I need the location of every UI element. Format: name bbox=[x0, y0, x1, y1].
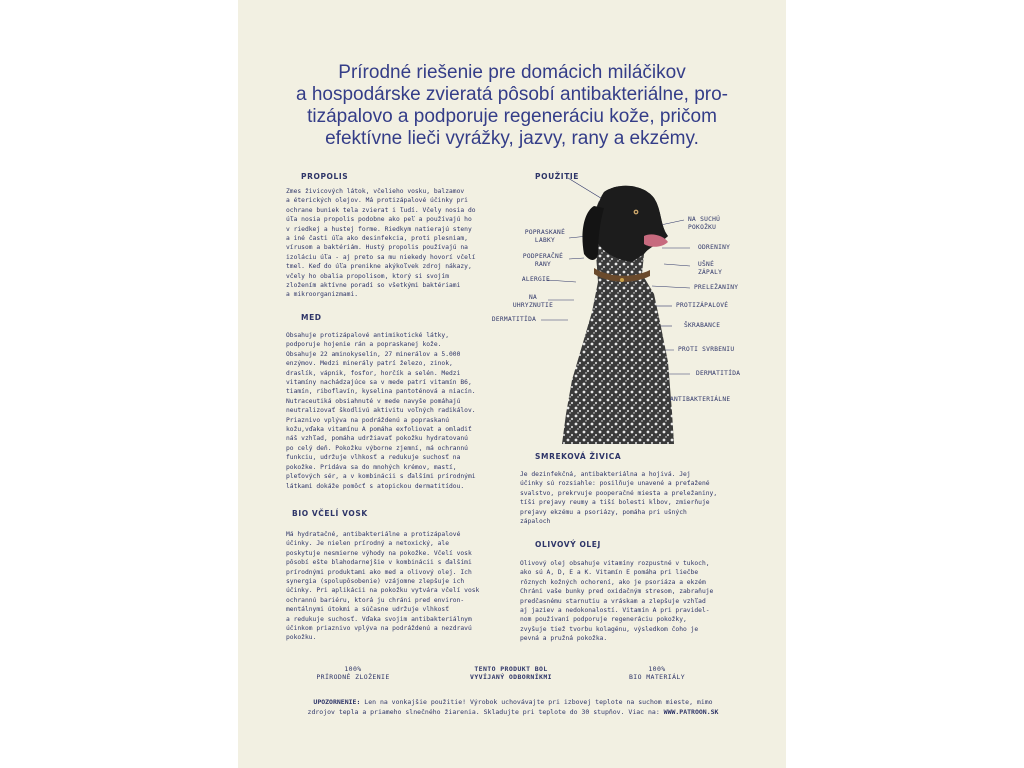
text-line: synergia (spolupôsobenie) vzájomne zlepšuje ich bbox=[286, 578, 465, 586]
text-line: Obsahuje 22 aminokyselín, 27 minerálov a 5.000 bbox=[286, 350, 461, 358]
text-line: rôznych kožných ochorení, ako je psoriáza a ekzém bbox=[520, 578, 706, 586]
warning-text: zdrojov tepla a priameho slnečného žiarenia. Skladujte pri teplote do 30 stupňov. Viac na: bbox=[307, 708, 664, 716]
text-line: neutralizovať škodlivú aktivitu voľných radikálov. bbox=[286, 407, 476, 415]
vosk-title: BIO VČELÍ VOSK bbox=[292, 509, 368, 518]
text-line: pleťových sér, a v kombinácii s ďalšími prírodnými bbox=[286, 473, 476, 481]
text-line: účinkom priaznivo vplýva na podráždenú a nezdravú bbox=[286, 625, 472, 633]
usage-label-left: POPRASKANÉ LABKY bbox=[524, 229, 566, 244]
usage-label-left: DERMATITÍDA bbox=[491, 316, 537, 323]
text-line: Nutraceutiká obsiahnuté v mede navyše pomáhajú bbox=[286, 397, 461, 405]
badge-bio: 100% BIO MATERIÁLY bbox=[628, 665, 686, 681]
med-title: MED bbox=[301, 313, 322, 322]
text-line: a iné časti úľa ako desinfekcia, proti plesniam, bbox=[286, 235, 468, 243]
text-line: izoláciu úľa - aj preto sa mu niekedy hovorí včelí bbox=[286, 253, 476, 261]
headline-line: a hospodárske zvieratá pôsobí antibakteriálne, pro- bbox=[296, 84, 728, 105]
usage-label-right: UŠNÉ ZÁPALY bbox=[698, 261, 723, 276]
text-line: aj jaziev a nedokonalostí. Vitamín A pri pravidel- bbox=[520, 607, 710, 615]
text-line: Zmes živicových látok, včelieho vosku, balzamov bbox=[286, 188, 465, 195]
text-line: náš vzhľad, pomáha udržiavať pokožku hydratovanú bbox=[286, 435, 468, 443]
text-line: svalstvo, prekrvuje pooperačné miesta a preležaniny, bbox=[520, 489, 718, 497]
usage-label-right: ODRENINY bbox=[698, 244, 731, 251]
text-line: pokožku. bbox=[286, 634, 317, 642]
text-line: Má hydratačné, antibakteriálne a protizápalové bbox=[286, 531, 461, 538]
med-text bbox=[286, 331, 476, 491]
text-line: účinky sú rozsiahle: posilňuje unavené a preťažené bbox=[520, 480, 710, 488]
text-line: funkciu, udržuje vlhkosť a redukuje suchosť na bbox=[286, 454, 461, 462]
text-line: a redukuje suchosť. Vďaka svojim antibakteriálnym bbox=[286, 615, 472, 623]
text-line: pôsobí ešte blahodarnejšie v kombinácii s ďalšími bbox=[286, 559, 472, 567]
website-link[interactable]: WWW.PATROON.SK bbox=[663, 708, 719, 716]
usage-label-left: ALERGIE bbox=[521, 276, 551, 283]
olej-text bbox=[520, 559, 713, 644]
text-line: zložením aktívne poradí so všetkými baktériami bbox=[286, 282, 461, 290]
usage-label-right: ŠKRABANCE bbox=[684, 322, 721, 329]
usage-label-right: PRELEŽANINY bbox=[694, 284, 739, 291]
text-line: prírodnými produktami ako med a olivový olej. Ich bbox=[286, 568, 472, 576]
zivica-title: SMREKOVÁ ŽIVICA bbox=[535, 452, 622, 461]
headline-line: Prírodné riešenie pre domácich miláčikov bbox=[338, 62, 686, 83]
usage-label-left: PODPERAČNÉ RANY bbox=[522, 253, 564, 268]
usage-label-right: PROTIZÁPALOVÉ bbox=[676, 302, 729, 309]
text-line: enzýmov. Medzi minerály patrí železo, zinok, bbox=[286, 360, 453, 368]
text-line: Chráni vaše bunky pred oxidačným stresom, zabraňuje bbox=[520, 588, 714, 596]
text-line: tmel. Keď do úľa prenikne akýkoľvek zdroj nákazy, bbox=[286, 263, 472, 271]
text-line: tiamín, riboflavín, kyselina pantoténová a niacín. bbox=[286, 388, 476, 396]
text-line: nom používaní podporuje regeneráciu pokožky, bbox=[520, 616, 687, 624]
warning-text: Len na vonkajšie použitie! Výrobok uchovávajte pri izbovej teplote na suchom mieste, mimo bbox=[360, 698, 713, 706]
headline-line: tizápalovo a podporuje regeneráciu kože, pričom bbox=[307, 106, 717, 127]
text-line: prejavy ekzému a psoriázy, pomáha pri ušných bbox=[520, 508, 687, 516]
text-line: pokožke. Pridáva sa do mnohých krémov, mastí, bbox=[286, 463, 457, 471]
text-line: látkami dokáže pomôcť s atopickou dermatitídou. bbox=[286, 482, 465, 490]
usage-label-right: DERMATITÍDA bbox=[696, 370, 741, 377]
text-line: Olivový olej obsahuje vitamíny rozpustné v tukoch, bbox=[520, 560, 710, 567]
vosk-text bbox=[286, 530, 479, 643]
olej-title: OLIVOVÝ OLEJ bbox=[535, 540, 601, 549]
zivica-text bbox=[520, 470, 717, 526]
text-line: úľa nosia propolis podobne ako peľ a používajú ho bbox=[286, 216, 472, 224]
product-leaflet bbox=[238, 0, 786, 768]
headline bbox=[258, 62, 766, 150]
usage-label-left: NA UHRYZNUTIE bbox=[512, 294, 554, 309]
warning-label: UPOZORNENIE: bbox=[313, 698, 361, 706]
usage-label-right: ANTIBAKTERIÁLNE bbox=[670, 396, 731, 403]
text-line: zvyšuje tiež tvorbu kolagénu, výsledkom čoho je bbox=[520, 625, 699, 633]
usage-label-right: PROTI SVRBENIU bbox=[678, 346, 735, 353]
text-line: ochrane buniek tela zvierat i ľudí. Včely nosia do bbox=[286, 206, 476, 214]
text-line: včely ho obalia propolisom, ktorý si svojím bbox=[286, 272, 450, 280]
text-line: vírusom a baktériám. Hustý propolis používajú na bbox=[286, 244, 468, 252]
text-line: Obsahuje protizápalové antimikotické látky, bbox=[286, 332, 450, 339]
propolis-text bbox=[286, 187, 476, 300]
text-line: podporuje hojenie rán a popraskanej kože. bbox=[286, 341, 442, 349]
text-line: mentálnymi útokmi a súčasne udržuje vlhkosť bbox=[286, 606, 450, 614]
usage-title: POUŽITIE bbox=[535, 172, 580, 181]
text-line: po celý deň. Pokožku výborne zjemní, má ochrannú bbox=[286, 444, 468, 452]
text-line: a éterických olejov. Má protizápalové účinky pri bbox=[286, 197, 468, 205]
text-line: účinky. Pri aplikácii na pokožku vytvára včelí vosk bbox=[286, 587, 480, 595]
text-line: v riedkej a hustej forme. Riedkym natierajú steny bbox=[286, 225, 472, 233]
text-line: tíši prejavy reumy a tiší bolesti kĺbov, zmierňuje bbox=[520, 499, 710, 507]
text-line: draslík, vápnik, fosfor, horčík a selén. Medzi bbox=[286, 369, 461, 377]
badge-natural: 100% PRÍRODNÉ ZLOŽENIE bbox=[316, 665, 390, 681]
headline-line: efektívne lieči vyrážky, jazvy, rany a ekzémy. bbox=[325, 128, 699, 149]
text-line: predčasnému starnutiu a vráskam a zlepšuje vzhľad bbox=[520, 597, 706, 605]
text-line: Je dezinfekčná, antibakteriálna a hojivá. Jej bbox=[520, 471, 691, 478]
text-line: zápaloch bbox=[520, 518, 551, 526]
dog-photo bbox=[558, 182, 678, 444]
text-line: kožu,vďaka vitamínu A pomáha exfoliovat a omladiť bbox=[286, 426, 472, 434]
warning-footer bbox=[278, 697, 748, 717]
propolis-title: PROPOLIS bbox=[301, 172, 349, 181]
text-line: účinky. Je nielen prírodný a netoxický, ale bbox=[286, 540, 450, 548]
text-line: a mikroorganizmami. bbox=[286, 291, 359, 299]
usage-label-right: NA SUCHÚ POKOŽKU bbox=[688, 216, 721, 231]
text-line: vitamíny nachádzajúce sa v mede patrí vitamín B6, bbox=[286, 379, 472, 387]
text-line: ako sú A, D, E a K. Vitamín E pomáha pri liečbe bbox=[520, 569, 699, 577]
text-line: poskytuje nesmierne výhody na pokožke. Včelí vosk bbox=[286, 549, 472, 557]
text-line: pevná a pružná pokožka. bbox=[520, 635, 608, 643]
text-line: ochrannú bariéru, ktorá ju chráni pred environ- bbox=[286, 596, 465, 604]
text-line: Priaznivo vplýva na podráždenú a popraskanú bbox=[286, 416, 450, 424]
badge-tested: TENTO PRODUKT BOL VYVÍJANÝ ODBORNÍKMI bbox=[470, 665, 552, 681]
